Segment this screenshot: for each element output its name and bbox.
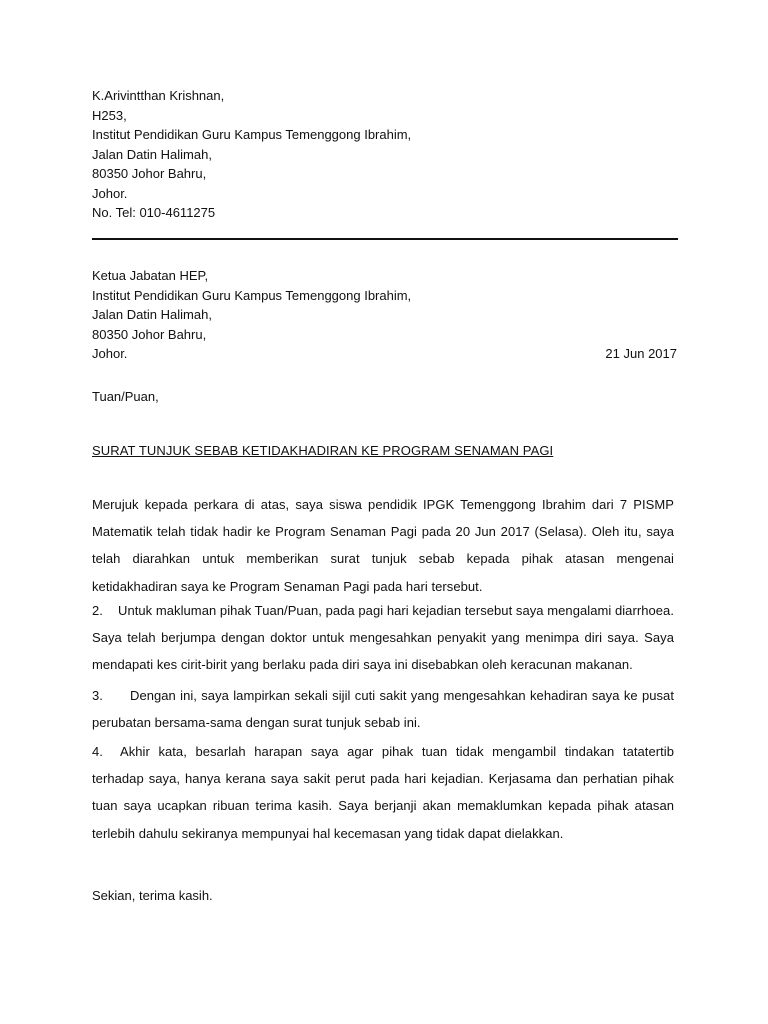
sender-phone: No. Tel: 010-4611275 — [92, 205, 216, 220]
letter-date: 21 Jun 2017 — [605, 346, 677, 361]
closing-line: Sekian, terima kasih. — [92, 888, 213, 903]
paragraph-number: 2. — [92, 603, 103, 618]
paragraph-text: Merujuk kepada perkara di atas, saya siswa pendidik IPGK Temenggong Ibrahim dari 7 PISMP Matematik telah tidak hadir ke Program Senaman Pagi pada 20 Jun 2017 (Selasa). Oleh itu, saya telah diarahkan untuk memberikan surat tunjuk sebab kepada pihak atasan mengenai ketidakhadiran saya ke Program Senaman Pagi pada hari tersebut. — [92, 497, 674, 594]
subject-line: SURAT TUNJUK SEBAB KETIDAKHADIRAN KE PROGRAM SENAMAN PAGI — [92, 443, 554, 458]
paragraph-3 — [92, 682, 674, 736]
sender-address — [92, 86, 677, 223]
recipient-address — [92, 266, 677, 364]
recipient-title: Ketua Jabatan HEP, — [92, 268, 209, 283]
paragraph-2 — [92, 597, 674, 679]
paragraph-4 — [92, 738, 674, 847]
sender-institution: Institut Pendidikan Guru Kampus Temenggong Ibrahim, — [92, 127, 412, 142]
paragraph-text: Untuk makluman pihak Tuan/Puan, pada pagi hari kejadian tersebut saya mengalami diarrhoea. Saya telah berjumpa dengan doktor untuk mengesahkan penyakit yang menimpa diri saya. Saya mendapati kes cirit-birit yang berlaku pada diri saya ini disebabkan oleh keracunan makanan. — [92, 603, 674, 673]
paragraph-number: 4. — [92, 744, 103, 759]
sender-state: Johor. — [92, 185, 128, 201]
paragraph-text: Dengan ini, saya lampirkan sekali sijil cuti sakit yang mengesahkan kehadiran saya ke pusat perubatan bersama-sama dengan surat tunjuk sebab ini. — [92, 688, 674, 731]
sender-street: Jalan Datin Halimah, — [92, 146, 212, 162]
sender-room: H253, — [92, 107, 127, 123]
sender-postcode-city: 80350 Johor Bahru, — [92, 166, 207, 181]
recipient-institution: Institut Pendidikan Guru Kampus Temenggong Ibrahim, — [92, 287, 412, 303]
recipient-state-row — [92, 344, 677, 364]
salutation: Tuan/Puan, — [92, 389, 159, 404]
sender-name: K.Arivintthan Krishnan, — [92, 88, 225, 103]
paragraph-number: 3. — [92, 688, 103, 703]
recipient-street: Jalan Datin Halimah, — [92, 307, 212, 322]
header-divider — [92, 238, 678, 240]
paragraph-1 — [92, 491, 674, 600]
paragraph-text: Akhir kata, besarlah harapan saya agar pihak tuan tidak mengambil tindakan tatatertib terhadap saya, hanya kerana saya sakit perut pada hari kejadian. Kerjasama dan perhatian pihak tuan saya ucapkan ribuan terima kasih. Saya berjanji akan memaklumkan kepada pihak atasan terlebih dahulu sekiranya mempunyai hal kecemasan yang tidak dapat dielakkan. — [92, 744, 674, 841]
recipient-postcode-city: 80350 Johor Bahru, — [92, 326, 207, 342]
recipient-state: Johor. — [92, 346, 128, 361]
